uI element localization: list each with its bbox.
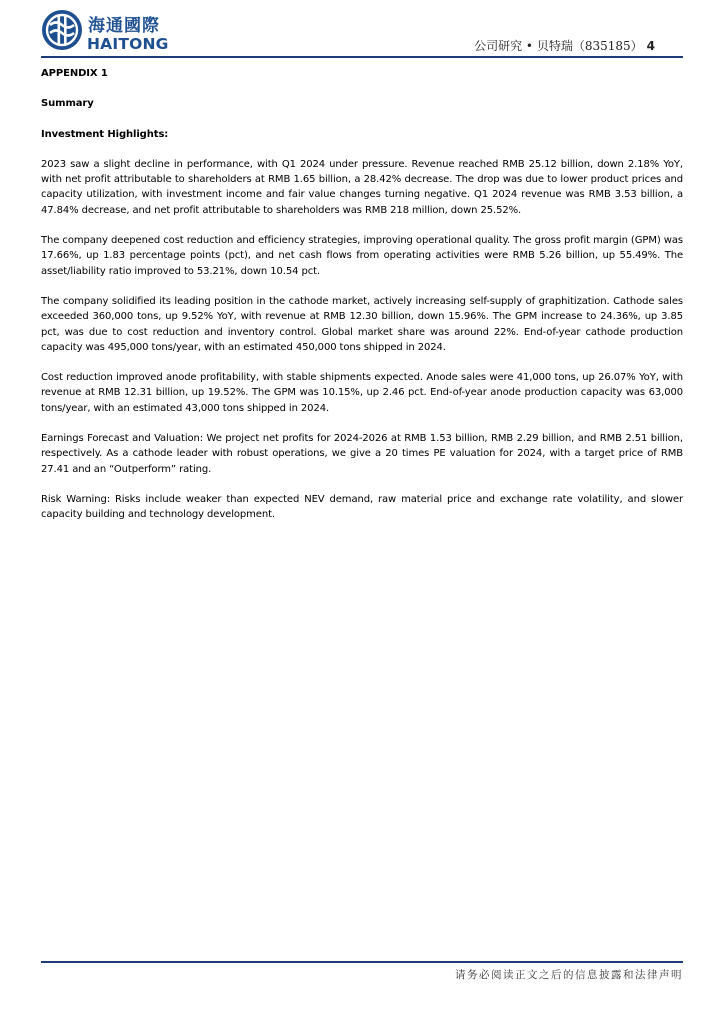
- report-label: 公司研究 • 贝特瑞（835185）: [474, 39, 643, 53]
- haitong-logo: [40, 8, 170, 52]
- spacer: [41, 218, 683, 233]
- spacer: [41, 477, 683, 492]
- spacer: [41, 355, 683, 370]
- report-body: [41, 66, 683, 523]
- logo-chinese-text: 海通國際: [88, 16, 160, 36]
- summary-heading: Summary: [41, 98, 94, 110]
- paragraph-performance: 2023 saw a slight decline in performance, with Q1 2024 under pressure. Revenue reached RMB 25.12 billion, down 2.18% YoY, with net profit attributable to shareholders at RMB 1.65 billion, a 28.42% decrease. The drop was due to lower product prices and capacity utilization, with investment income and fair value changes turning negative. Q1 2024 revenue was RMB 3.53 billion, a 47.84% decrease, and net profit attributable to shareholders was RMB 218 million, down 25.52%.: [41, 158, 683, 216]
- paragraph-anode: Cost reduction improved anode profitability, with stable shipments expected. Anode sales were 41,000 tons, up 26.07% YoY, with revenue at RMB 12.31 billion, up 19.52%. The GPM was 10.15%, up 2.46 pct. End-of-year anode production capacity was 63,000 tons/year, with an estimated 43,000 tons shipped in 2024.: [41, 372, 683, 414]
- paragraph-cathode: The company solidified its leading position in the cathode market, actively increasing self-supply of graphitization. Cathode sales exceeded 360,000 tons, up 9.52% YoY, with revenue at RMB 12.30 billion, down 15.96%. The GPM increase to 24.36%, up 3.85 pct, was due to cost reduction and inventory control. Global market share was around 22%. End-of-year cathode production capacity was 495,000 tons/year, with an estimated 450,000 tons shipped in 2024.: [41, 295, 683, 353]
- spacer: [41, 81, 683, 96]
- page-number: 4: [646, 39, 655, 53]
- paragraph-forecast: Earnings Forecast and Valuation: We project net profits for 2024-2026 at RMB 1.53 billion, RMB 2.29 billion, and RMB 2.51 billion, respectively. As a cathode leader with robust operations, we give a 20 times PE valuation for 2024, with a target price of RMB 27.41 and an “Outperform” rating.: [41, 433, 683, 475]
- paragraph-cost-efficiency: The company deepened cost reduction and efficiency strategies, improving operational quality. The gross profit margin (GPM) was 17.66%, up 1.83 percentage points (pct), and net cash flows from operating activities were RMB 5.26 billion, up 55.49%. The asset/liability ratio improved to 53.21%, down 10.54 pct.: [41, 235, 683, 277]
- haitong-emblem-icon: [40, 8, 84, 52]
- spacer: [41, 142, 683, 157]
- header-rule: [41, 56, 683, 58]
- running-header: [474, 37, 655, 54]
- footer-rule: [41, 961, 683, 963]
- spacer: [41, 416, 683, 431]
- spacer: [41, 279, 683, 294]
- footer-disclaimer: 请务必阅读正文之后的信息披露和法律声明: [455, 969, 683, 981]
- appendix-heading: APPENDIX 1: [41, 68, 108, 79]
- spacer: [41, 112, 683, 127]
- paragraph-risk: Risk Warning: Risks include weaker than expected NEV demand, raw material price and exchange rate volatility, and slower capacity building and technology development.: [41, 493, 683, 521]
- highlights-heading: Investment Highlights:: [41, 128, 169, 140]
- logo-english-text: HAITONG: [87, 35, 169, 53]
